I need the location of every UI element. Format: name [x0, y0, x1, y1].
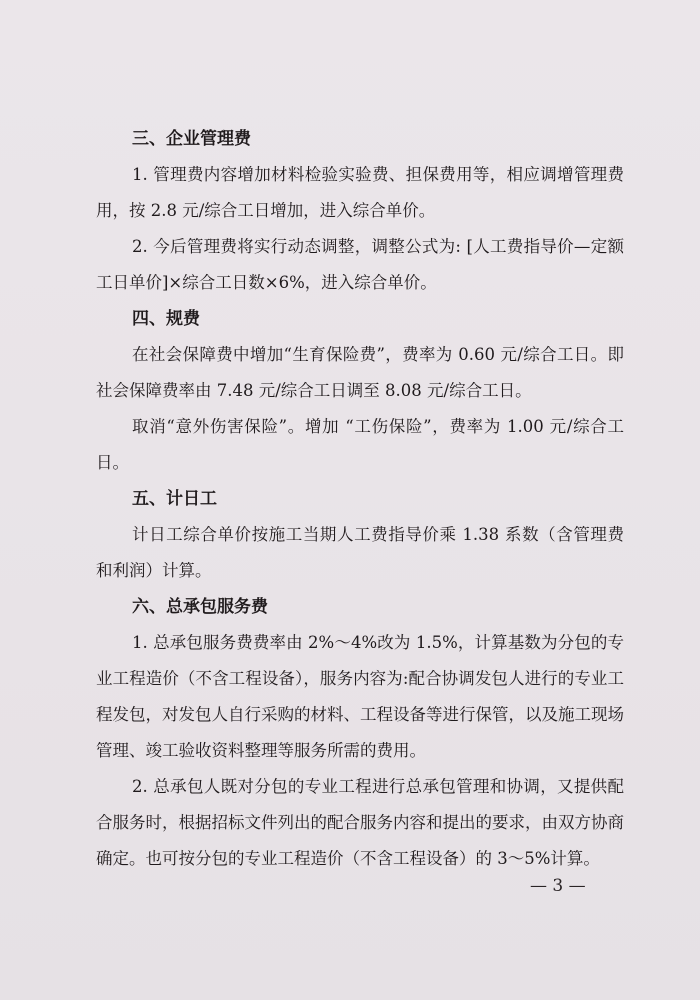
document-body	[96, 121, 624, 877]
section-heading-management-fee: 三、企业管理费	[132, 129, 251, 149]
paragraph-daywork-1: 计日工综合单价按施工当期人工费指导价乘 1.38 系数（含管理费和利润）计算。	[96, 525, 624, 580]
paragraph-statutory-fees-2: 取消“意外伤害保险”。增加 “工伤保险”，费率为 1.00 元/综合工日。	[96, 417, 624, 472]
paragraph-statutory-fees-1: 在社会保障费中增加“生育保险费”，费率为 0.60 元/综合工日。即社会保障费率由 7.48 元/综合工日调至 8.08 元/综合工日。	[96, 345, 624, 400]
section-heading-daywork: 五、计日工	[132, 489, 217, 509]
section-heading-general-contract-service-fee: 六、总承包服务费	[132, 597, 268, 617]
paragraph-general-contract-1: 1. 总承包服务费费率由 2%～4%改为 1.5%，计算基数为分包的专业工程造价（不含工程设备），服务内容为:配合协调发包人进行的专业工程发包，对发包人自行采购的材料、工程设备等进行保管，以及施工现场管理、竣工验收资料整理等服务所需的费用。	[96, 633, 624, 760]
page-number: — 3 —	[530, 876, 586, 896]
section-heading-statutory-fees: 四、规费	[132, 309, 200, 329]
paragraph-management-fee-1: 1. 管理费内容增加材料检验实验费、担保费用等，相应调增管理费用，按 2.8 元/综合工日增加，进入综合单价。	[96, 165, 624, 220]
paragraph-management-fee-2: 2. 今后管理费将实行动态调整，调整公式为: [人工费指导价—定额工日单价]×综合工日数×6%，进入综合单价。	[96, 237, 624, 292]
paragraph-general-contract-2: 2. 总承包人既对分包的专业工程进行总承包管理和协调，又提供配合服务时，根据招标文件列出的配合服务内容和提出的要求，由双方协商确定。也可按分包的专业工程造价（不含工程设备）的 3～5%计算。	[96, 777, 624, 868]
